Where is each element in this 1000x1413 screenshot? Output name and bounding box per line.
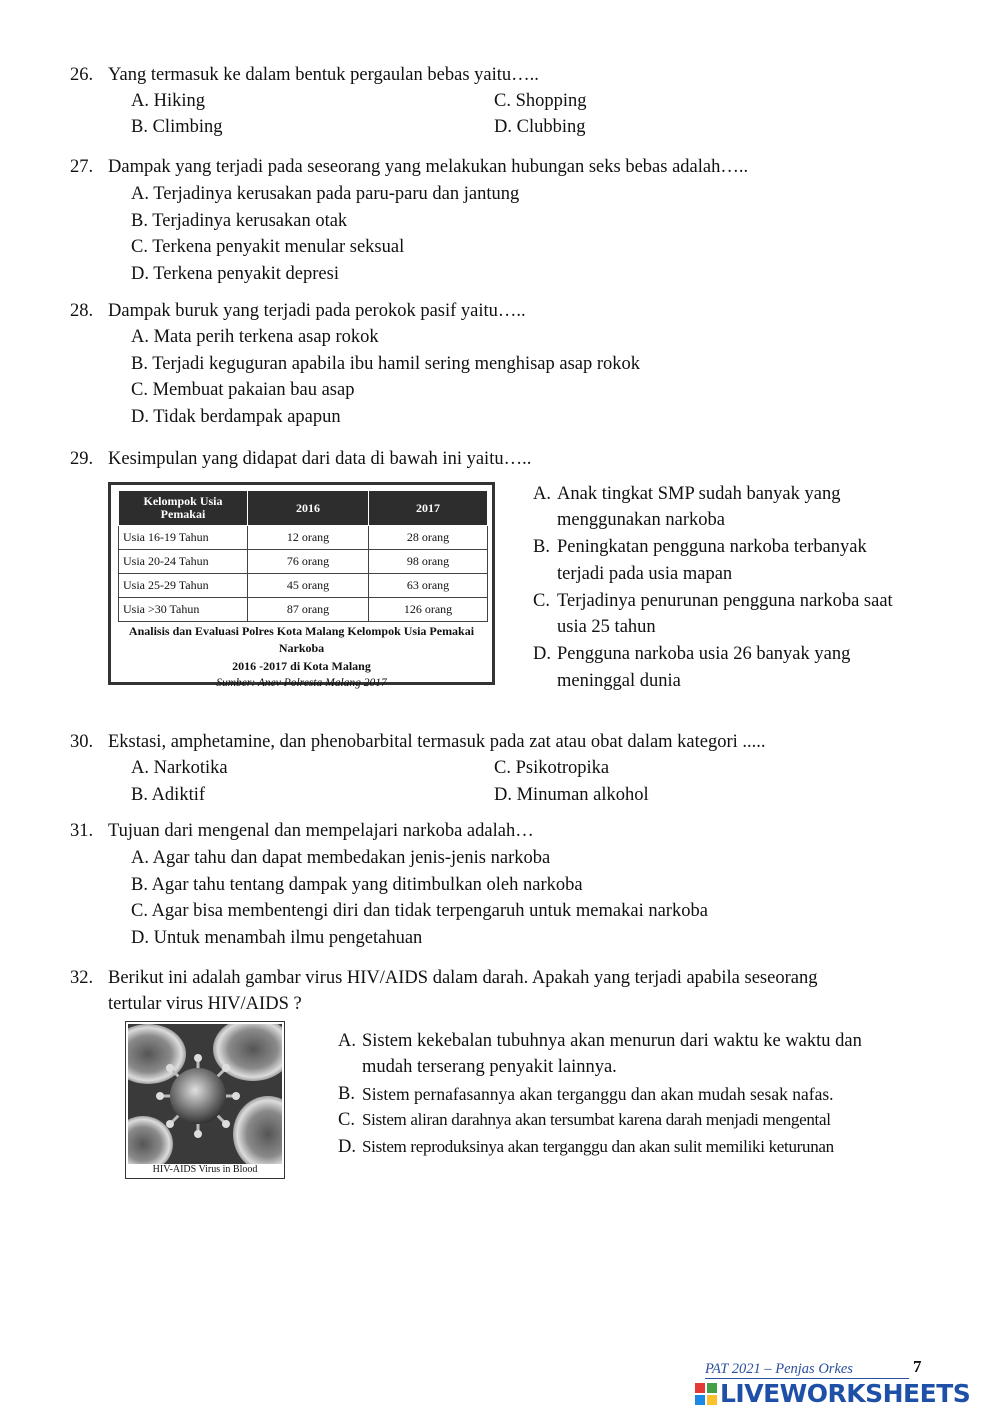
table-header: Kelompok Usia Pemakai	[119, 491, 248, 526]
image-caption: HIV-AIDS Virus in Blood	[152, 1164, 258, 1175]
answer-option-letter[interactable]: D.	[338, 1137, 356, 1157]
table-cell: Usia >30 Tahun	[119, 598, 248, 622]
page-number: 7	[913, 1357, 922, 1376]
answer-option[interactable]: A. Agar tahu dan dapat membedakan jenis-jenis narkoba	[131, 848, 551, 868]
answer-option[interactable]: A. Hiking	[131, 91, 205, 111]
table-cell: 76 orang	[248, 550, 369, 574]
answer-option[interactable]: D. Minuman alkohol	[494, 785, 649, 805]
answer-option[interactable]: meninggal dunia	[557, 671, 681, 691]
table-cell: 63 orang	[369, 574, 488, 598]
question-text: Yang termasuk ke dalam bentuk pergaulan bebas yaitu…..	[108, 65, 539, 85]
answer-option[interactable]: Terjadinya penurunan pengguna narkoba saat	[557, 591, 893, 611]
answer-option[interactable]: B. Agar tahu tentang dampak yang ditimbulkan oleh narkoba	[131, 875, 583, 895]
answer-option[interactable]: Sistem reproduksinya akan terganggu dan akan sulit memiliki keturunan	[362, 1137, 834, 1156]
logo-text: LIVEWORKSHEETS	[720, 1379, 971, 1408]
question-number: 28.	[70, 301, 94, 321]
answer-option[interactable]: C. Terkena penyakit menular seksual	[131, 237, 405, 257]
question-number: 31.	[70, 821, 94, 841]
answer-option[interactable]: D. Tidak berdampak apapun	[131, 407, 341, 427]
table-row	[119, 598, 488, 622]
question-text: Berikut ini adalah gambar virus HIV/AIDS dalam darah. Apakah yang terjadi apabila seseorang	[108, 968, 818, 988]
answer-option[interactable]: A. Terjadinya kerusakan pada paru-paru dan jantung	[131, 184, 520, 204]
footer-label: PAT 2021 – Penjas Orkes	[705, 1360, 909, 1379]
answer-option[interactable]: D. Clubbing	[494, 117, 586, 137]
question-text: Ekstasi, amphetamine, dan phenobarbital termasuk pada zat atau obat dalam kategori .....	[108, 732, 766, 752]
table-row	[119, 574, 488, 598]
virus-illustration	[128, 1024, 282, 1164]
answer-option[interactable]: usia 25 tahun	[557, 617, 656, 637]
question-text: Tujuan dari mengenal dan mempelajari narkoba adalah…	[108, 821, 534, 841]
answer-option[interactable]: B. Terjadi keguguran apabila ibu hamil sering menghisap asap rokok	[131, 354, 641, 374]
table-cell: 12 orang	[248, 526, 369, 550]
table-cell: 126 orang	[369, 598, 488, 622]
question-text: Dampak buruk yang terjadi pada perokok pasif yaitu…..	[108, 301, 526, 321]
answer-option[interactable]: Peningkatan pengguna narkoba terbanyak	[557, 537, 867, 557]
table-cell: Usia 25-29 Tahun	[119, 574, 248, 598]
question-number: 26.	[70, 65, 94, 85]
question-number: 27.	[70, 157, 94, 177]
answer-option[interactable]: Sistem aliran darahnya akan tersumbat karena darah menjadi mengental	[362, 1110, 831, 1129]
table-source: Sumber: Anev Polresta Malang 2017	[216, 677, 387, 689]
question-text: Dampak yang terjadi pada seseorang yang melakukan hubungan seks bebas adalah…..	[108, 157, 749, 177]
table-cell: 98 orang	[369, 550, 488, 574]
table-header: 2016	[248, 491, 369, 526]
answer-option-letter[interactable]: A.	[533, 484, 551, 504]
answer-option[interactable]: B. Climbing	[131, 117, 223, 137]
answer-option[interactable]: C. Psikotropika	[494, 758, 610, 778]
liveworksheets-logo	[695, 1379, 970, 1409]
answer-option[interactable]: B. Adiktif	[131, 785, 206, 805]
table-row	[119, 550, 488, 574]
table-row	[119, 526, 488, 550]
answer-option-letter[interactable]: A.	[338, 1031, 356, 1051]
narkoba-data-table	[118, 490, 488, 622]
hiv-virus-image	[125, 1021, 285, 1179]
logo-squares-icon	[695, 1383, 717, 1405]
answer-option-letter[interactable]: C.	[338, 1110, 355, 1130]
question-number: 30.	[70, 732, 94, 752]
answer-option[interactable]: Sistem pernafasannya akan terganggu dan akan mudah sesak nafas.	[362, 1084, 834, 1104]
answer-option[interactable]: C. Agar bisa membentengi diri dan tidak terpengaruh untuk memakai narkoba	[131, 901, 708, 921]
answer-option[interactable]: A. Narkotika	[131, 758, 228, 778]
answer-option[interactable]: D. Terkena penyakit depresi	[131, 264, 339, 284]
answer-option-letter[interactable]: C.	[533, 591, 550, 611]
answer-option[interactable]: A. Mata perih terkena asap rokok	[131, 327, 379, 347]
answer-option[interactable]: Sistem kekebalan tubuhnya akan menurun dari waktu ke waktu dan	[362, 1031, 862, 1051]
table-cell: Usia 20-24 Tahun	[119, 550, 248, 574]
answer-option[interactable]: terjadi pada usia mapan	[557, 564, 733, 584]
data-table-figure	[108, 482, 495, 689]
table-cell: 28 orang	[369, 526, 488, 550]
answer-option[interactable]: mudah terserang penyakit lainnya.	[362, 1057, 617, 1077]
answer-option[interactable]: C. Membuat pakaian bau asap	[131, 380, 355, 400]
table-cell: 45 orang	[248, 574, 369, 598]
answer-option[interactable]: B. Terjadinya kerusakan otak	[131, 211, 348, 231]
answer-option[interactable]: menggunakan narkoba	[557, 510, 725, 530]
answer-option-letter[interactable]: D.	[533, 644, 551, 664]
answer-option[interactable]: Pengguna narkoba usia 26 banyak yang	[557, 644, 851, 664]
question-number: 29.	[70, 449, 94, 469]
answer-option-letter[interactable]: B.	[533, 537, 550, 557]
question-text: tertular virus HIV/AIDS ?	[108, 994, 302, 1014]
question-text: Kesimpulan yang didapat dari data di bawah ini yaitu…..	[108, 449, 532, 469]
table-cell: 87 orang	[248, 598, 369, 622]
table-caption: 2016 -2017 di Kota Malang	[232, 659, 371, 673]
table-header: 2017	[369, 491, 488, 526]
table-caption: Analisis dan Evaluasi Polres Kota Malang Kelompok Usia Pemakai Narkoba	[128, 624, 475, 655]
table-cell: Usia 16-19 Tahun	[119, 526, 248, 550]
answer-option[interactable]: D. Untuk menambah ilmu pengetahuan	[131, 928, 423, 948]
answer-option[interactable]: Anak tingkat SMP sudah banyak yang	[557, 484, 841, 504]
answer-option[interactable]: C. Shopping	[494, 91, 587, 111]
question-number: 32.	[70, 968, 94, 988]
answer-option-letter[interactable]: B.	[338, 1084, 355, 1104]
